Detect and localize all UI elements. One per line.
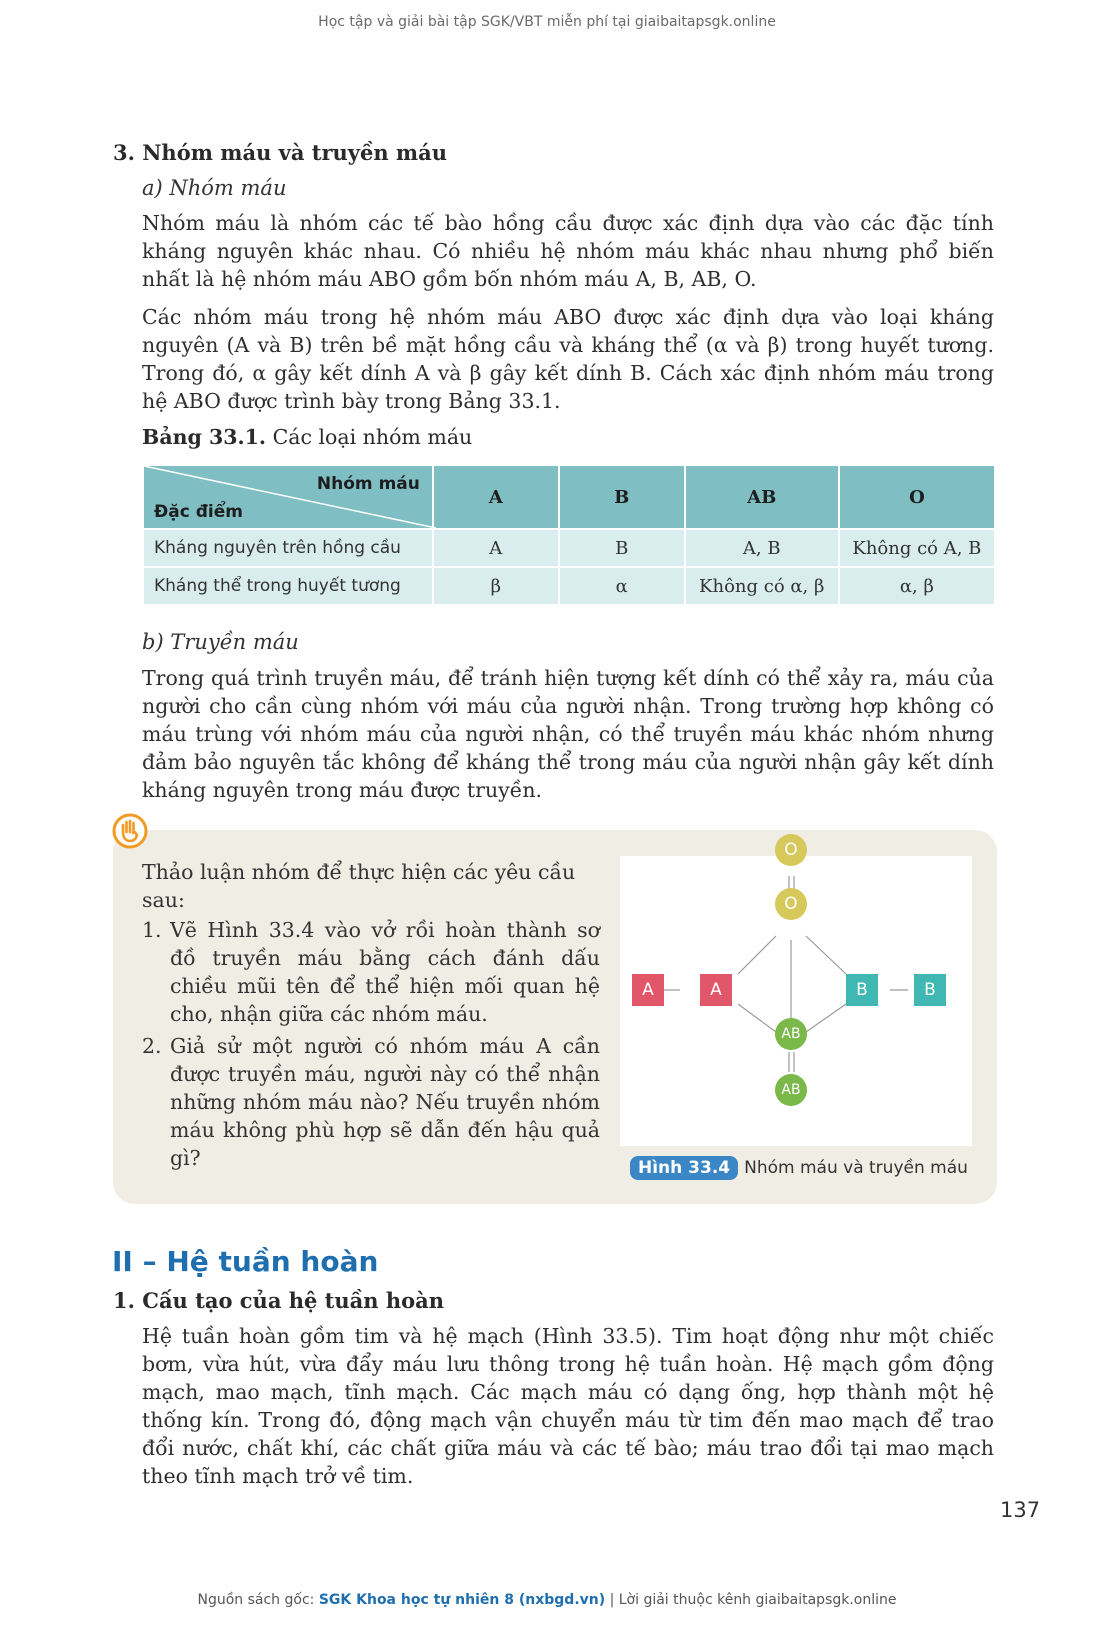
item-number: 2. (142, 1034, 162, 1058)
table-caption-label: Bảng 33.1. (142, 425, 267, 449)
node-o-mid: O (775, 888, 807, 920)
discussion-intro: Thảo luận nhóm để thực hiện các yêu cầu sau: (142, 860, 576, 912)
node-o-top: O (775, 834, 807, 866)
table-header-row (143, 465, 995, 529)
node-b-right: B (914, 974, 946, 1006)
table-cell: α, β (839, 567, 995, 605)
figure-caption-text: Nhóm máu và truyền máu (744, 1158, 968, 1178)
table-cell: A, B (685, 529, 839, 567)
corner-top-label: Nhóm máu (316, 474, 420, 494)
column-header: AB (685, 465, 839, 529)
column-header: A (433, 465, 559, 529)
node-a-right: A (700, 974, 732, 1006)
paragraph-transfusion (142, 664, 994, 804)
node-ab-bottom: AB (775, 1074, 807, 1106)
blood-group-table (142, 464, 996, 606)
figure-caption (630, 1158, 968, 1178)
figure-badge: Hình 33.4 (630, 1156, 738, 1180)
paragraph-text: Nhóm máu là nhóm các tế bào hồng cầu được xác định dựa vào các đặc tính kháng nguyên khác nhau. Có nhiều hệ nhóm máu khác nhau nhưng phổ biến nhất là hệ nhóm máu ABO gồm bốn nhóm máu A, B, AB, O. (142, 211, 994, 291)
table-row (143, 567, 995, 605)
subsection-b-title: b) Truyền máu (142, 630, 299, 654)
column-header: B (559, 465, 685, 529)
subsection-title: 1. Cấu tạo của hệ tuần hoàn (113, 1288, 444, 1313)
discussion-list (142, 858, 600, 1172)
paragraph-text: Trong quá trình truyền máu, để tránh hiện tượng kết dính có thể xảy ra, máu của người cho cần cùng nhóm với máu của người nhận. Trong trường hợp không có máu trùng với nhóm máu của người nhận, có thể truyền máu khác nhóm nhưng đảm bảo nguyên tắc không để kháng thể trong máu của người nhận gây kết dính kháng nguyên trong máu được truyền. (142, 666, 994, 802)
paragraph-abo-system (142, 303, 994, 415)
table-cell: Không có A, B (839, 529, 995, 567)
row-label: Kháng nguyên trên hồng cầu (143, 529, 433, 567)
table-cell: Không có α, β (685, 567, 839, 605)
node-a-left: A (632, 974, 664, 1006)
node-ab-mid: AB (775, 1018, 807, 1050)
item-number: 1. (142, 918, 162, 942)
chapter-section-title: II – Hệ tuần hoàn (112, 1245, 379, 1278)
paragraph-blood-groups (142, 209, 994, 293)
paragraph-circulatory (142, 1322, 994, 1490)
footer (0, 1592, 1094, 1608)
table-caption (142, 425, 472, 449)
paragraph-text: Hệ tuần hoàn gồm tim và hệ mạch (Hình 33.5). Tim hoạt động như một chiếc bơm, vừa hút, vừa đẩy máu lưu thông trong hệ tuần hoàn. Hệ mạch gồm động mạch, mao mạch, tĩnh mạch. Các mạch máu có dạng ống, hợp thành một hệ thống kín. Trong đó, động mạch vận chuyển máu từ tim đến mao mạch để trao đổi nước, chất khí, các chất giữa máu và các tế bào; máu trao đổi tại mao mạch theo tĩnh mạch trở về tim. (142, 1324, 994, 1488)
footer-source-link[interactable]: SGK Khoa học tự nhiên 8 (nxbgd.vn) (318, 1592, 606, 1608)
table-cell: α (559, 567, 685, 605)
table-cell: β (433, 567, 559, 605)
item-text: Giả sử một người có nhóm máu A cần được truyền máu, người này có thể nhận những nhóm máu nào? Nếu truyền nhóm máu không phù hợp sẽ dẫn đến hậu quả gì? (170, 1034, 600, 1170)
table-cell: B (559, 529, 685, 567)
list-item (142, 916, 600, 1028)
table-cell: A (433, 529, 559, 567)
table-caption-text: Các loại nhóm máu (266, 425, 473, 449)
corner-bottom-label: Đặc điểm (154, 502, 243, 522)
hand-icon (112, 813, 148, 849)
table-row (143, 529, 995, 567)
footer-suffix: | Lời giải thuộc kênh giaibaitapsgk.online (605, 1592, 897, 1608)
footer-prefix: Nguồn sách gốc: (197, 1592, 319, 1608)
item-text: Vẽ Hình 33.4 vào vở rồi hoàn thành sơ đồ truyền máu bằng cách đánh dấu chiều mũi tên để thể hiện mối quan hệ cho, nhận giữa các nhóm máu. (170, 918, 600, 1026)
row-label: Kháng thể trong huyết tương (143, 567, 433, 605)
column-header: O (839, 465, 995, 529)
node-b-left: B (846, 974, 878, 1006)
header-note: Học tập và giải bài tập SGK/VBT miễn phí tại giaibaitapsgk.online (318, 14, 776, 30)
list-item (142, 1032, 600, 1172)
subsection-a-title: a) Nhóm máu (142, 176, 287, 200)
section-title: 3. Nhóm máu và truyền máu (113, 140, 448, 165)
table-corner-cell (143, 465, 433, 529)
transfusion-diagram (620, 840, 972, 1146)
paragraph-text: Các nhóm máu trong hệ nhóm máu ABO được xác định dựa vào loại kháng nguyên (A và B) trên bề mặt hồng cầu và kháng thể (α và β) trong huyết tương. Trong đó, α gây kết dính A và β gây kết dính B. Cách xác định nhóm máu trong hệ ABO được trình bày trong Bảng 33.1. (142, 305, 994, 413)
page-number: 137 (1000, 1498, 1041, 1522)
